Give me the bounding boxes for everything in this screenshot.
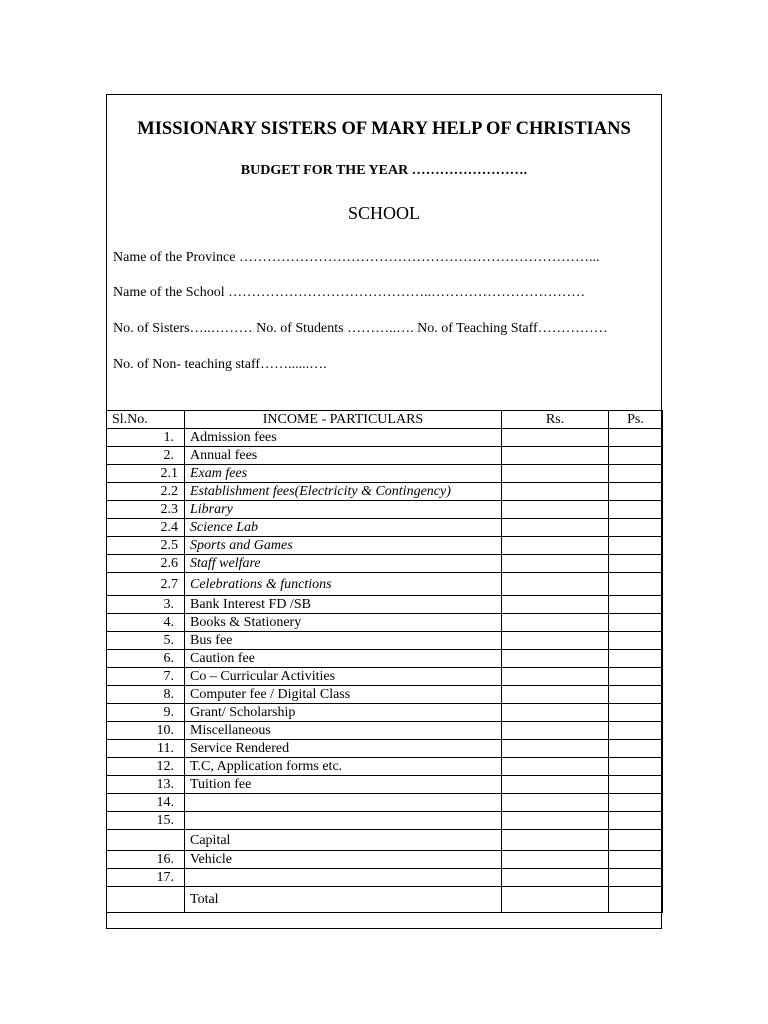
row-number: 2.2 xyxy=(107,483,185,501)
row-number: 10. xyxy=(107,722,185,740)
row-number: 9. xyxy=(107,704,185,722)
row-number: 6. xyxy=(107,650,185,668)
row-label[interactable] xyxy=(185,869,502,887)
non-teaching-staff-field: No. of Non- teaching staff……......…. xyxy=(113,357,327,372)
total-row xyxy=(107,887,663,913)
row-label: Celebrations & functions xyxy=(185,573,502,596)
table-row xyxy=(107,537,663,555)
paise-cell[interactable] xyxy=(609,483,663,501)
staff-counts-field: No. of Sisters…..……… No. of Students ………..…. No. of Teaching Staff…………… xyxy=(113,321,608,336)
row-number: 2.7 xyxy=(107,573,185,596)
row-label: Science Lab xyxy=(185,519,502,537)
rupees-cell[interactable] xyxy=(502,812,609,830)
paise-cell[interactable] xyxy=(609,794,663,812)
rupees-cell[interactable] xyxy=(502,704,609,722)
table-row xyxy=(107,573,663,596)
income-table xyxy=(106,410,663,913)
row-number: 2.1 xyxy=(107,465,185,483)
col-header-particulars: INCOME - PARTICULARS xyxy=(185,411,502,429)
row-number: 8. xyxy=(107,686,185,704)
rupees-cell[interactable] xyxy=(502,740,609,758)
row-number xyxy=(107,830,185,851)
table-row xyxy=(107,447,663,465)
rupees-cell[interactable] xyxy=(502,537,609,555)
table-row xyxy=(107,519,663,537)
paise-cell[interactable] xyxy=(609,830,663,851)
paise-cell[interactable] xyxy=(609,776,663,794)
rupees-cell[interactable] xyxy=(502,830,609,851)
row-label[interactable] xyxy=(185,812,502,830)
paise-cell[interactable] xyxy=(609,869,663,887)
rupees-cell[interactable] xyxy=(502,596,609,614)
row-number: 2.5 xyxy=(107,537,185,555)
row-label: Tuition fee xyxy=(185,776,502,794)
table-row xyxy=(107,686,663,704)
table-row xyxy=(107,632,663,650)
rupees-cell[interactable] xyxy=(502,519,609,537)
rupees-cell[interactable] xyxy=(502,668,609,686)
rupees-cell[interactable] xyxy=(502,465,609,483)
paise-cell[interactable] xyxy=(609,722,663,740)
row-label: Vehicle xyxy=(185,851,502,869)
rupees-cell[interactable] xyxy=(502,722,609,740)
total-paise-cell[interactable] xyxy=(609,887,663,913)
budget-form xyxy=(106,94,662,929)
row-number: 13. xyxy=(107,776,185,794)
table-row xyxy=(107,740,663,758)
paise-cell[interactable] xyxy=(609,758,663,776)
paise-cell[interactable] xyxy=(609,740,663,758)
row-label: Caution fee xyxy=(185,650,502,668)
row-number: 4. xyxy=(107,614,185,632)
row-number: 16. xyxy=(107,851,185,869)
paise-cell[interactable] xyxy=(609,519,663,537)
row-number: 2.3 xyxy=(107,501,185,519)
rupees-cell[interactable] xyxy=(502,794,609,812)
table-row xyxy=(107,704,663,722)
paise-cell[interactable] xyxy=(609,465,663,483)
rupees-cell[interactable] xyxy=(502,501,609,519)
table-row xyxy=(107,794,663,812)
rupees-cell[interactable] xyxy=(502,614,609,632)
table-row xyxy=(107,429,663,447)
rupees-cell[interactable] xyxy=(502,447,609,465)
rupees-cell[interactable] xyxy=(502,483,609,501)
row-label: Admission fees xyxy=(185,429,502,447)
row-label: Bank Interest FD /SB xyxy=(185,596,502,614)
organization-title: MISSIONARY SISTERS OF MARY HELP OF CHRISTIANS xyxy=(137,119,631,139)
paise-cell[interactable] xyxy=(609,596,663,614)
row-number: 17. xyxy=(107,869,185,887)
table-row xyxy=(107,650,663,668)
rupees-cell[interactable] xyxy=(502,573,609,596)
row-label: Service Rendered xyxy=(185,740,502,758)
table-row xyxy=(107,501,663,519)
rupees-cell[interactable] xyxy=(502,555,609,573)
form-header xyxy=(107,95,661,410)
rupees-cell[interactable] xyxy=(502,776,609,794)
row-number: 2.6 xyxy=(107,555,185,573)
row-label: Bus fee xyxy=(185,632,502,650)
row-label: Exam fees xyxy=(185,465,502,483)
row-number: 7. xyxy=(107,668,185,686)
paise-cell[interactable] xyxy=(609,851,663,869)
rupees-cell[interactable] xyxy=(502,758,609,776)
budget-year-line: BUDGET FOR THE YEAR ……………………. xyxy=(240,163,528,178)
table-row xyxy=(107,555,663,573)
table-row xyxy=(107,851,663,869)
total-label: Total xyxy=(185,887,502,913)
paise-cell[interactable] xyxy=(609,668,663,686)
row-number: 1. xyxy=(107,429,185,447)
row-number xyxy=(107,887,185,913)
paise-cell[interactable] xyxy=(609,812,663,830)
col-header-rupees: Rs. xyxy=(502,411,609,429)
rupees-cell[interactable] xyxy=(502,686,609,704)
table-row xyxy=(107,668,663,686)
paise-cell[interactable] xyxy=(609,555,663,573)
col-header-paise: Ps. xyxy=(609,411,663,429)
rupees-cell[interactable] xyxy=(502,429,609,447)
school-heading: SCHOOL xyxy=(347,203,420,223)
row-label: Establishment fees(Electricity & Contingency) xyxy=(185,483,502,501)
row-label: T.C, Application forms etc. xyxy=(185,758,502,776)
row-label: Miscellaneous xyxy=(185,722,502,740)
province-name-field: Name of the Province …………………………………………………………………... xyxy=(113,250,600,265)
row-label[interactable] xyxy=(185,794,502,812)
paise-cell[interactable] xyxy=(609,704,663,722)
row-number: 11. xyxy=(107,740,185,758)
capital-section-row xyxy=(107,830,663,851)
row-label: Sports and Games xyxy=(185,537,502,555)
row-label: Books & Stationery xyxy=(185,614,502,632)
row-number: 2.4 xyxy=(107,519,185,537)
row-number: 14. xyxy=(107,794,185,812)
table-header-row xyxy=(107,411,663,429)
row-label: Annual fees xyxy=(185,447,502,465)
paise-cell[interactable] xyxy=(609,447,663,465)
row-number: 15. xyxy=(107,812,185,830)
table-row xyxy=(107,869,663,887)
paise-cell[interactable] xyxy=(609,429,663,447)
paise-cell[interactable] xyxy=(609,614,663,632)
row-label: Computer fee / Digital Class xyxy=(185,686,502,704)
row-label: Co – Curricular Activities xyxy=(185,668,502,686)
table-row xyxy=(107,776,663,794)
table-row xyxy=(107,722,663,740)
paise-cell[interactable] xyxy=(609,537,663,555)
table-row xyxy=(107,812,663,830)
paise-cell[interactable] xyxy=(609,573,663,596)
col-header-slno: Sl.No. xyxy=(107,411,185,429)
row-number: 2. xyxy=(107,447,185,465)
row-number: 12. xyxy=(107,758,185,776)
row-number: 5. xyxy=(107,632,185,650)
paise-cell[interactable] xyxy=(609,650,663,668)
paise-cell[interactable] xyxy=(609,686,663,704)
total-rupees-cell[interactable] xyxy=(502,887,609,913)
rupees-cell[interactable] xyxy=(502,650,609,668)
table-row xyxy=(107,596,663,614)
rupees-cell[interactable] xyxy=(502,851,609,869)
row-label: Grant/ Scholarship xyxy=(185,704,502,722)
row-label: Library xyxy=(185,501,502,519)
table-row xyxy=(107,483,663,501)
row-label: Staff welfare xyxy=(185,555,502,573)
table-row xyxy=(107,465,663,483)
school-name-field: Name of the School ……………………………………..…………………………… xyxy=(113,285,586,300)
rupees-cell[interactable] xyxy=(502,869,609,887)
table-row xyxy=(107,614,663,632)
rupees-cell[interactable] xyxy=(502,632,609,650)
paise-cell[interactable] xyxy=(609,632,663,650)
paise-cell[interactable] xyxy=(609,501,663,519)
table-row xyxy=(107,758,663,776)
capital-heading: Capital xyxy=(185,830,502,851)
row-number: 3. xyxy=(107,596,185,614)
